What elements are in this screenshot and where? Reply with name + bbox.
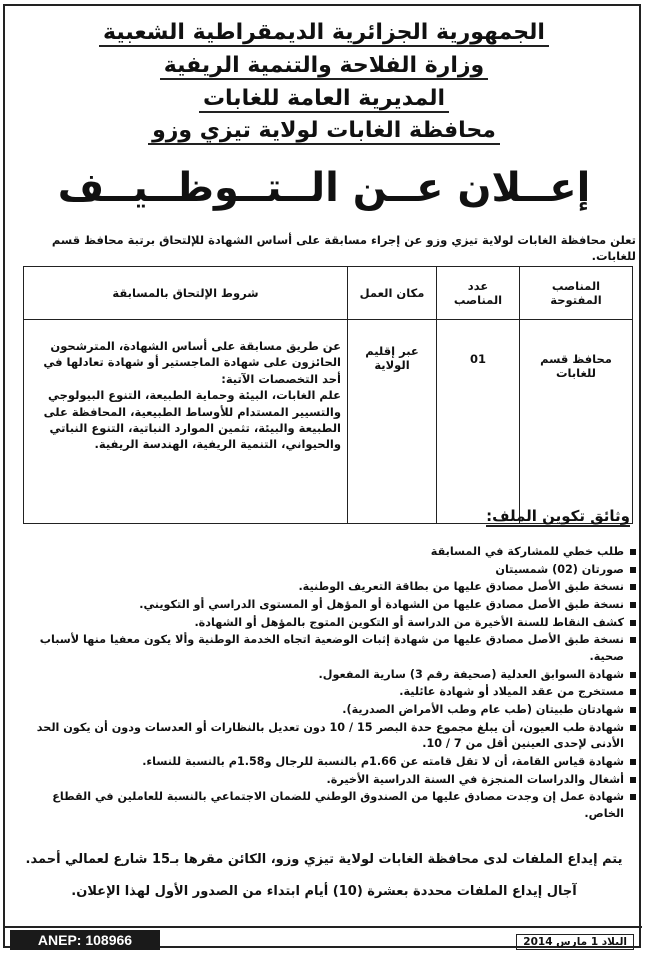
announcement-title: إعــلان عــن الــتــوظــيــف — [57, 165, 591, 211]
square-bullet-icon — [630, 725, 636, 731]
cell-conditions — [24, 320, 348, 524]
header-directorate: المديرية العامة للغابات — [0, 86, 648, 112]
square-bullet-icon — [630, 672, 636, 678]
col-conditions: شروط الإلتحاق بالمسابقة — [24, 267, 348, 320]
list-item: أشغال والدراسات المنجزة في السنة الدراسية الأخيرة. — [16, 772, 636, 789]
list-item: كشف النقاط للسنة الأخيرة من الدراسة أو التكوين المتوج بالمؤهل أو الشهادة. — [16, 615, 636, 632]
col-open-posts: المناصب المفتوحة — [520, 267, 633, 320]
square-bullet-icon — [630, 549, 636, 555]
list-item: نسخة طبق الأصل مصادق عليها من بطاقة التعريف الوطنية. — [16, 579, 636, 596]
documents-heading: وثائق تكوين الملف: — [486, 507, 630, 525]
list-item: شهادة السوابق العدلية (صحيفة رقم 3) سارية المفعول. — [16, 667, 636, 684]
header-republic: الجمهورية الجزائرية الديمقراطية الشعبية — [0, 20, 648, 46]
list-item: شهادة طب العيون، أن يبلغ مجموع حدة البصر 15 / 10 دون تعديل بالنظارات أو العدسات ودون أن يكون الحد الأدنى لإحدى العينين أقل من 7 / 10. — [16, 720, 636, 753]
cell-count: 01 — [437, 320, 520, 524]
cell-place: عبر إقليم الولاية — [348, 320, 437, 524]
col-post-count: عدد المناصب — [437, 267, 520, 320]
table-row — [24, 320, 633, 524]
square-bullet-icon — [630, 794, 636, 800]
cell-post: محافظ قسم للغابات — [520, 320, 633, 524]
col-work-place: مكان العمل — [348, 267, 437, 320]
header-ministry: وزارة الفلاحة والتنمية الريفية — [0, 53, 648, 79]
list-item: نسخة طبق الأصل مصادق عليها من الشهادة أو المؤهل أو المستوى الدراسي أو التكويني. — [16, 597, 636, 614]
list-item: مستخرج من عقد الميلاد أو شهادة عائلية. — [16, 684, 636, 701]
square-bullet-icon — [630, 777, 636, 783]
documents-list — [16, 544, 636, 823]
positions-table — [23, 266, 633, 524]
anep-reference: ANEP: 108966 — [10, 930, 160, 950]
table-header-row — [24, 267, 633, 320]
square-bullet-icon — [630, 689, 636, 695]
list-item: شهادة عمل إن وجدت مصادق عليها من الصندوق الوطني للضمان الاجتماعي بالنسبة للعاملين في القطاع الخاص. — [16, 789, 636, 822]
list-item: صورتان (02) شمسيتان — [16, 562, 636, 579]
square-bullet-icon — [630, 602, 636, 608]
square-bullet-icon — [630, 620, 636, 626]
square-bullet-icon — [630, 707, 636, 713]
publication-date: البلاد 1 مارس 2014 — [516, 934, 634, 950]
square-bullet-icon — [630, 637, 636, 643]
square-bullet-icon — [630, 584, 636, 590]
list-item: شهادتان طبيتان (طب عام وطب الأمراض الصدرية). — [16, 702, 636, 719]
header-conservation: محافظة الغابات لولاية تيزي وزو — [0, 118, 648, 144]
intro-text: تعلن محافظة الغابات لولاية تيزي وزو عن إجراء مسابقة على أساس الشهادة للإلتحاق برتبة محافظ قسم للغابات. — [51, 233, 636, 263]
square-bullet-icon — [630, 759, 636, 765]
list-item: نسخة طبق الأصل مصادق عليها من شهادة إثبات الوضعية اتجاه الخدمة الوطنية وألا يكون معفيا منها لأسباب صحية. — [16, 632, 636, 665]
square-bullet-icon — [630, 567, 636, 573]
list-item: شهادة قياس القامة، أن لا تقل قامته عن 1.66م بالنسبة للرجال و1.58م بالنسبة للنساء. — [16, 754, 636, 771]
deadline-note: آجال إيداع الملفات محددة بعشرة (10) أيام ابتداء من الصدور الأول لهذا الإعلان. — [71, 884, 577, 899]
list-item: طلب خطي للمشاركة في المسابقة — [16, 544, 636, 561]
deposit-note: يتم إيداع الملفات لدى محافظة الغابات لولاية تيزي وزو، الكائن مقرها بـ15 شارع لعمالي أحمد. — [25, 852, 623, 867]
conditions-intro: عن طريق مسابقة على أساس الشهادة، المترشحون الحائزون على شهادة الماجستير أو شهادة تعادلها في أحد التخصصات الآتية: — [43, 339, 341, 386]
conditions-specialties: علم الغابات، البيئة وحماية الطبيعة، التنوع البيولوجي والتسيير المستدام للأوساط الطبيعية، المحافظة على الطبيعة والبيئة، تثمين الموارد النباتية، التنوع النباتي والحيواني، التنمية الريفية، الهندسة الريفية. — [43, 388, 341, 452]
